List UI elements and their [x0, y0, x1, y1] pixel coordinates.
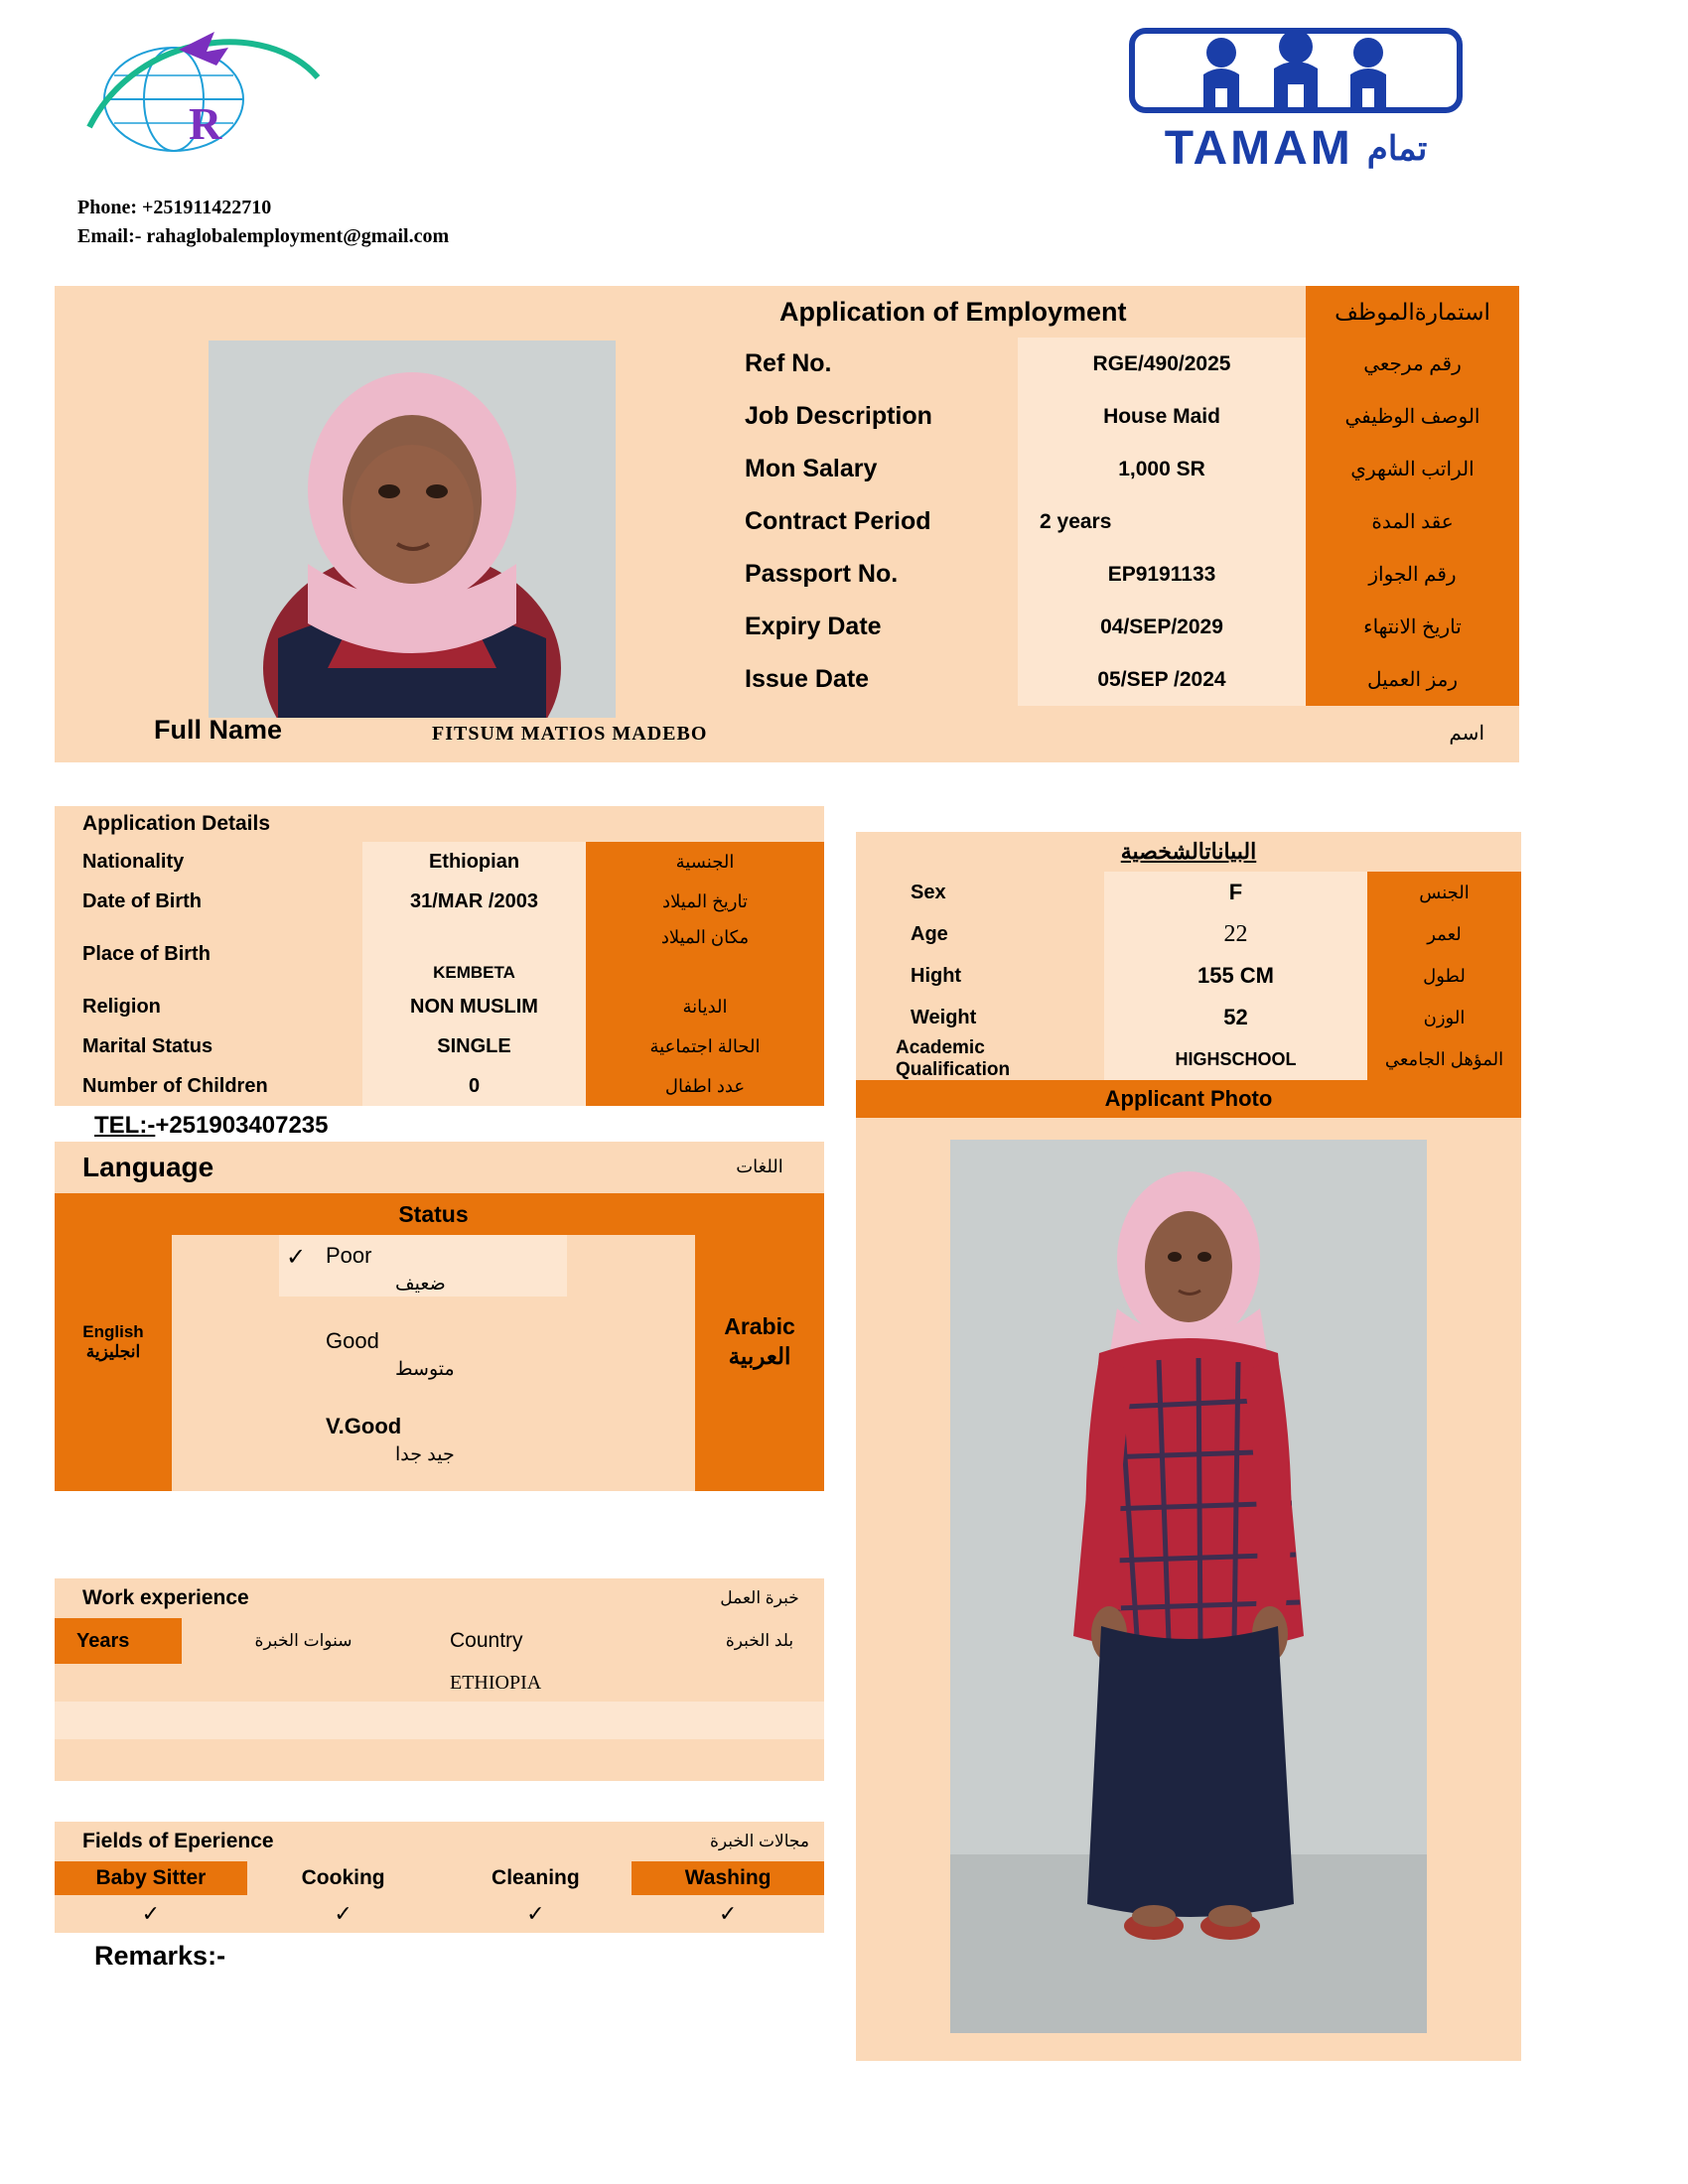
- arabic-place-of-birth: مكان الميلاد: [586, 921, 824, 987]
- row-religion: [55, 987, 824, 1026]
- cell-years-1: [55, 1664, 425, 1702]
- row-academic-qualification: [856, 1038, 1521, 1080]
- check-baby-sitter[interactable]: ✓: [141, 1901, 161, 1926]
- language-heading: Language: [82, 1152, 214, 1182]
- arabic-number-of-children: عدد اطفال: [586, 1066, 824, 1106]
- fields-heading-row: [55, 1822, 824, 1861]
- label-job-description: Job Description: [720, 390, 1018, 443]
- fields-columns: [55, 1861, 824, 1895]
- label-issue-date: Issue Date: [720, 653, 1018, 706]
- work-blank-row: [55, 1739, 824, 1781]
- value-nationality: Ethiopian: [362, 842, 586, 882]
- application-summary-block: [55, 286, 1519, 762]
- poor-label: Poor: [326, 1243, 372, 1268]
- col-country: Country: [425, 1618, 695, 1664]
- col-years: Years: [55, 1618, 182, 1664]
- value-academic-qualification: HIGHSCHOOL: [1104, 1038, 1367, 1080]
- label-nationality: Nationality: [55, 842, 362, 882]
- work-experience-table: [55, 1578, 824, 1781]
- language-level-good[interactable]: [172, 1320, 695, 1406]
- cell-country-2: [425, 1702, 824, 1739]
- arabic-ref-no: رقم مرجعي: [1306, 338, 1519, 390]
- field-washing: Washing: [632, 1861, 824, 1895]
- language-body: [55, 1193, 824, 1491]
- value-issue-date: 05/SEP /2024: [1018, 653, 1306, 706]
- label-height: Hight: [856, 955, 1104, 997]
- field-baby-sitter: Baby Sitter: [55, 1861, 247, 1895]
- value-full-name: FITSUM MATIOS MADEBO: [432, 723, 708, 745]
- row-date-of-birth: [55, 882, 824, 921]
- row-nationality: [55, 842, 824, 882]
- label-mon-salary: Mon Salary: [720, 443, 1018, 495]
- language-heading-row: [55, 1142, 824, 1193]
- row-sex: [856, 872, 1521, 913]
- arabic-label-arabic: العربية: [728, 1343, 791, 1369]
- label-contract-period: Contract Period: [720, 495, 1018, 548]
- label-passport-no: Passport No.: [720, 548, 1018, 601]
- label-expiry-date: Expiry Date: [720, 601, 1018, 653]
- value-religion: NON MUSLIM: [362, 987, 586, 1026]
- tamam-logo: [1112, 25, 1479, 174]
- value-age: 22: [1104, 913, 1367, 955]
- arabic-weight: الوزن: [1367, 997, 1521, 1038]
- value-ref-no: RGE/490/2025: [1018, 338, 1306, 390]
- check-cooking[interactable]: ✓: [334, 1901, 352, 1926]
- work-heading-row: [55, 1578, 824, 1618]
- fields-heading-arabic: مجالات الخبرة: [710, 1831, 809, 1850]
- row-marital-status: [55, 1026, 824, 1066]
- english-label: English: [82, 1322, 144, 1342]
- label-marital-status: Marital Status: [55, 1026, 362, 1066]
- arabic-label: Arabic: [724, 1313, 795, 1340]
- row-height: [856, 955, 1521, 997]
- personal-data-panel: [856, 832, 1521, 2061]
- personal-data-heading-arabic: البياناتالشخصية: [1120, 839, 1257, 864]
- arabic-nationality: الجنسية: [586, 842, 824, 882]
- language-table: [55, 1142, 824, 1491]
- label-weight: Weight: [856, 997, 1104, 1038]
- arabic-academic-qualification: المؤهل الجامعي: [1367, 1038, 1521, 1080]
- check-cleaning[interactable]: ✓: [526, 1901, 545, 1926]
- label-full-name: Full Name: [154, 715, 283, 745]
- value-sex: F: [1104, 872, 1367, 913]
- row-contract-period: [720, 495, 1519, 548]
- language-english-cell: [55, 1193, 172, 1491]
- arabic-expiry-date: تاريخ الانتهاء: [1306, 601, 1519, 653]
- value-place-of-birth: KEMBETA: [362, 921, 586, 987]
- application-details-table: [55, 806, 824, 1106]
- telephone-label: TEL:-: [94, 1112, 156, 1139]
- field-cleaning: Cleaning: [440, 1861, 633, 1895]
- arabic-full-name: اسم: [1449, 723, 1484, 745]
- arabic-height: لطول: [1367, 955, 1521, 997]
- value-expiry-date: 04/SEP/2029: [1018, 601, 1306, 653]
- applicant-full-photo: [950, 1140, 1427, 2033]
- document-header: [0, 0, 1688, 268]
- contact-info: [77, 194, 449, 251]
- label-place-of-birth: Place of Birth: [55, 921, 362, 987]
- label-sex: Sex: [856, 872, 1104, 913]
- application-title-arabic: استمارةالموظف: [1306, 286, 1519, 338]
- arabic-marital-status: الحالة اجتماعية: [586, 1026, 824, 1066]
- work-column-headers: [55, 1618, 824, 1664]
- passport-photo: [209, 341, 616, 718]
- email-text: Email:- rahaglobalemployment@gmail.com: [77, 225, 450, 247]
- arabic-religion: الديانة: [586, 987, 824, 1026]
- label-religion: Religion: [55, 987, 362, 1026]
- application-title: Application of Employment: [720, 286, 1306, 338]
- label-age: Age: [856, 913, 1104, 955]
- svg-text:R: R: [189, 98, 222, 149]
- work-heading: Work experience: [82, 1586, 249, 1609]
- row-issue-date: [720, 653, 1519, 706]
- row-number-of-children: [55, 1066, 824, 1106]
- good-label: Good: [326, 1328, 379, 1353]
- label-date-of-birth: Date of Birth: [55, 882, 362, 921]
- poor-checkmark: ✓: [286, 1244, 307, 1271]
- vgood-label-arabic: جيد جدا: [395, 1444, 455, 1465]
- arabic-age: لعمر: [1367, 913, 1521, 955]
- value-marital-status: SINGLE: [362, 1026, 586, 1066]
- row-mon-salary: [720, 443, 1519, 495]
- work-heading-arabic: خبرة العمل: [720, 1588, 799, 1607]
- language-heading-arabic: اللغات: [736, 1157, 783, 1177]
- phone-text: Phone: +251911422710: [77, 197, 272, 218]
- row-job-description: [720, 390, 1519, 443]
- agency-logo: [70, 20, 328, 179]
- value-contract-period: 2 years: [1018, 495, 1306, 548]
- label-academic-qualification: Academic Qualification: [856, 1038, 1104, 1080]
- cell-years-2: [55, 1702, 425, 1739]
- check-washing[interactable]: ✓: [718, 1901, 738, 1926]
- brand-name-arabic: تمام: [1366, 129, 1428, 168]
- application-details-heading: Application Details: [55, 806, 824, 842]
- row-ref-no: [720, 338, 1519, 390]
- good-label-arabic: متوسط: [395, 1359, 455, 1380]
- remarks-label: Remarks:-: [94, 1941, 226, 1971]
- value-weight: 52: [1104, 997, 1367, 1038]
- application-title-row: [720, 286, 1519, 338]
- value-passport-no: EP9191133: [1018, 548, 1306, 601]
- application-fields-table: [720, 286, 1519, 706]
- col-country-arabic: بلد الخبرة: [695, 1618, 824, 1664]
- fields-of-experience-table: [55, 1822, 824, 1933]
- value-number-of-children: 0: [362, 1066, 586, 1106]
- table-row: [55, 1702, 824, 1739]
- fields-heading: Fields of Eperience: [82, 1830, 274, 1852]
- arabic-passport-no: رقم الجواز: [1306, 548, 1519, 601]
- col-years-arabic: سنوات الخبرة: [182, 1618, 425, 1664]
- row-expiry-date: [720, 601, 1519, 653]
- applicant-photo-container: [856, 1118, 1521, 2061]
- label-number-of-children: Number of Children: [55, 1066, 362, 1106]
- language-status-column: [172, 1193, 695, 1491]
- value-height: 155 CM: [1104, 955, 1367, 997]
- value-job-description: House Maid: [1018, 390, 1306, 443]
- english-label-arabic: انجليزية: [85, 1342, 141, 1361]
- cell-country-1: ETHIOPIA: [425, 1664, 824, 1702]
- arabic-issue-date: رمز العميل: [1306, 653, 1519, 706]
- label-ref-no: Ref No.: [720, 338, 1018, 390]
- arabic-job-description: الوصف الوظيفي: [1306, 390, 1519, 443]
- language-arabic-cell: [695, 1193, 824, 1491]
- arabic-sex: الجنس: [1367, 872, 1521, 913]
- poor-label-arabic: ضعيف: [395, 1274, 446, 1295]
- fields-checkmarks: [55, 1895, 824, 1933]
- arabic-contract-period: عقد المدة: [1306, 495, 1519, 548]
- language-level-vgood[interactable]: [172, 1406, 695, 1491]
- personal-data-heading: [856, 832, 1521, 872]
- value-mon-salary: 1,000 SR: [1018, 443, 1306, 495]
- arabic-date-of-birth: تاريخ الميلاد: [586, 882, 824, 921]
- row-weight: [856, 997, 1521, 1038]
- vgood-label: V.Good: [326, 1414, 402, 1438]
- language-level-poor[interactable]: [172, 1235, 695, 1320]
- value-date-of-birth: 31/MAR /2003: [362, 882, 586, 921]
- telephone-line: [94, 1112, 329, 1140]
- applicant-photo-heading: Applicant Photo: [856, 1080, 1521, 1118]
- brand-name: TAMAM: [1164, 122, 1353, 175]
- status-heading: Status: [172, 1193, 695, 1235]
- row-passport-no: [720, 548, 1519, 601]
- table-row: [55, 1664, 824, 1702]
- telephone-value: +251903407235: [155, 1112, 329, 1139]
- row-age: [856, 913, 1521, 955]
- row-place-of-birth: [55, 921, 824, 987]
- arabic-mon-salary: الراتب الشهري: [1306, 443, 1519, 495]
- field-cooking: Cooking: [247, 1861, 440, 1895]
